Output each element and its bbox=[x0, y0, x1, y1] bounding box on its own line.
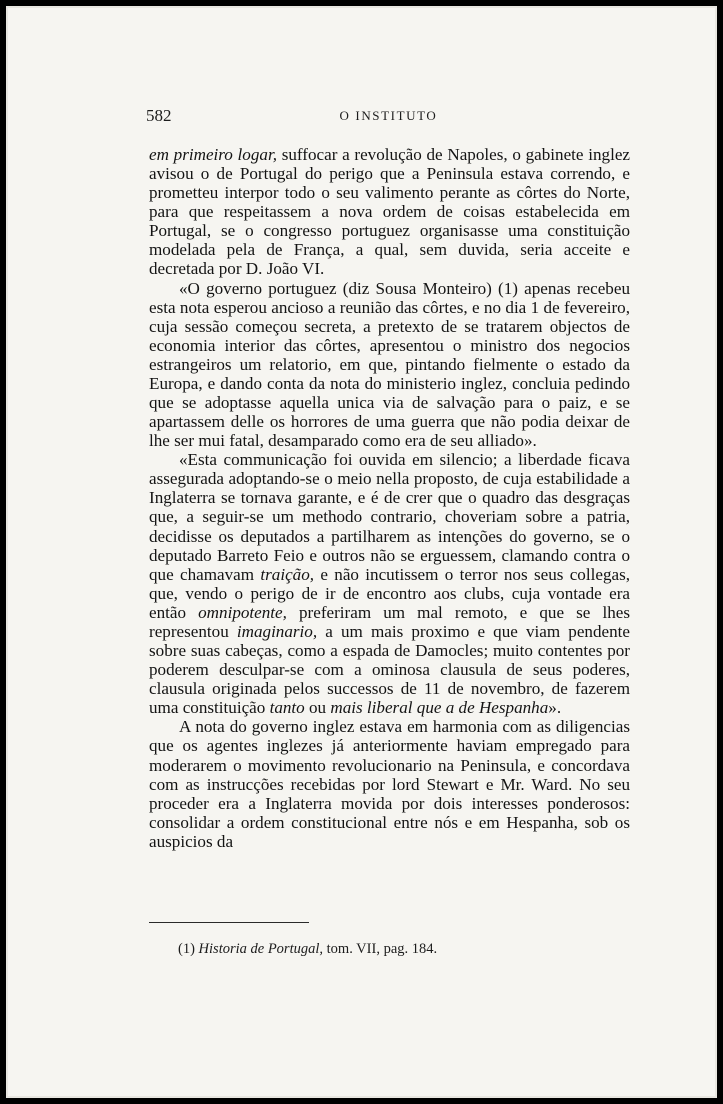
italic-run: tanto bbox=[269, 698, 305, 718]
text-run: ». bbox=[548, 698, 562, 718]
italic-run: traição, bbox=[260, 564, 315, 584]
paragraph bbox=[149, 450, 630, 717]
text-run: A nota do governo inglez estava em harmonia com as diligencias que os agentes inglezes já anteriormente haviam empregado para moderarem o movimento revolucionario na Peninsula, e concordava com as instrucções recebidas por lord Stewart e Mr. Ward. No seu proceder era a Inglaterra movida por dois interesses ponderosos: consolidar a ordem constitucional entre nós e em Hespanha, sob os auspicios da bbox=[149, 717, 630, 851]
paragraph bbox=[149, 145, 630, 279]
text-run: a um mais proximo e que viam pendente sobre suas cabeças, como a espada de Damocles; muito contentes por poderem desculpar-se com a ominosa clausula de seus poderes, clausula originada pelos successos de 11 de novembro, de fazerem uma constituição bbox=[149, 621, 630, 718]
text-run: ou bbox=[304, 698, 331, 718]
footnote bbox=[178, 941, 618, 958]
italic-run: Historia de Portugal, bbox=[198, 941, 324, 957]
body-text bbox=[149, 145, 630, 851]
journal-title: O INSTITUTO bbox=[339, 108, 438, 123]
paragraph bbox=[149, 279, 630, 451]
italic-run: em primeiro logar, bbox=[149, 145, 277, 164]
text-run: tom. VII, pag. 184. bbox=[323, 941, 438, 957]
text-run: «Esta communicação foi ouvida em silencio; a liberdade ficava assegurada adoptando-se o meio nella proposto, de cuja estabilidade a Inglaterra se tornava garante, e é de crer que o quadro das desgraças que, a seguir-se um methodo contrario, choveriam sobre a patria, decidisse os deputados a partilharem as intenções do governo, se o deputado Barreto Feio e outros não se erguessem, clamando contra o que chamavam bbox=[149, 450, 630, 584]
running-head bbox=[146, 106, 631, 130]
paragraph bbox=[149, 717, 630, 851]
text-run: preferiram um mal remoto, e que se lhes representou bbox=[149, 602, 630, 641]
book-page bbox=[6, 6, 717, 1098]
page-number: 582 bbox=[146, 106, 172, 125]
italic-run: omnipotente, bbox=[198, 602, 287, 622]
italic-run: mais liberal que a de Hespanha bbox=[330, 698, 549, 718]
text-run: suffocar a revolução de Napoles, o gabinete inglez avisou o de Portugal do perigo que a Peninsula estava correndo, e prometteu interpor todo o seu valimento perante as côrtes do Norte, para que respeitassem a nova ordem de coisas estabelecida em Portugal, se o congresso portuguez organisasse uma constituição modelada pela de França, a qual, sem duvida, seria acceite e decretada por D. João VI. bbox=[149, 145, 630, 279]
text-run: e não incutissem o terror nos seus collegas, que, vendo o perigo de ir de encontro aos clubs, cuja vontade era então bbox=[149, 564, 630, 622]
text-run: «O governo portuguez (diz Sousa Monteiro) (1) apenas recebeu esta nota esperou ancioso a reunião das côrtes, e no dia 1 de fevereiro, cuja sessão começou secreta, a pretexto de se tratarem objectos de economia interior das côrtes, apresentou o ministro dos negocios estrangeiros um relatorio, em que, pintando fielmente o estado da Europa, e dando conta da nota do ministerio inglez, concluia pedindo que se adoptasse aquella unica via de salvação para o paiz, e se apartassem delle os horrores de uma guerra que não podia deixar de lhe ser mui fatal, desamparado como era de seu alliado». bbox=[149, 278, 630, 451]
text-run: (1) bbox=[178, 941, 199, 957]
footnote-rule bbox=[149, 922, 309, 923]
italic-run: imaginario, bbox=[236, 621, 318, 641]
